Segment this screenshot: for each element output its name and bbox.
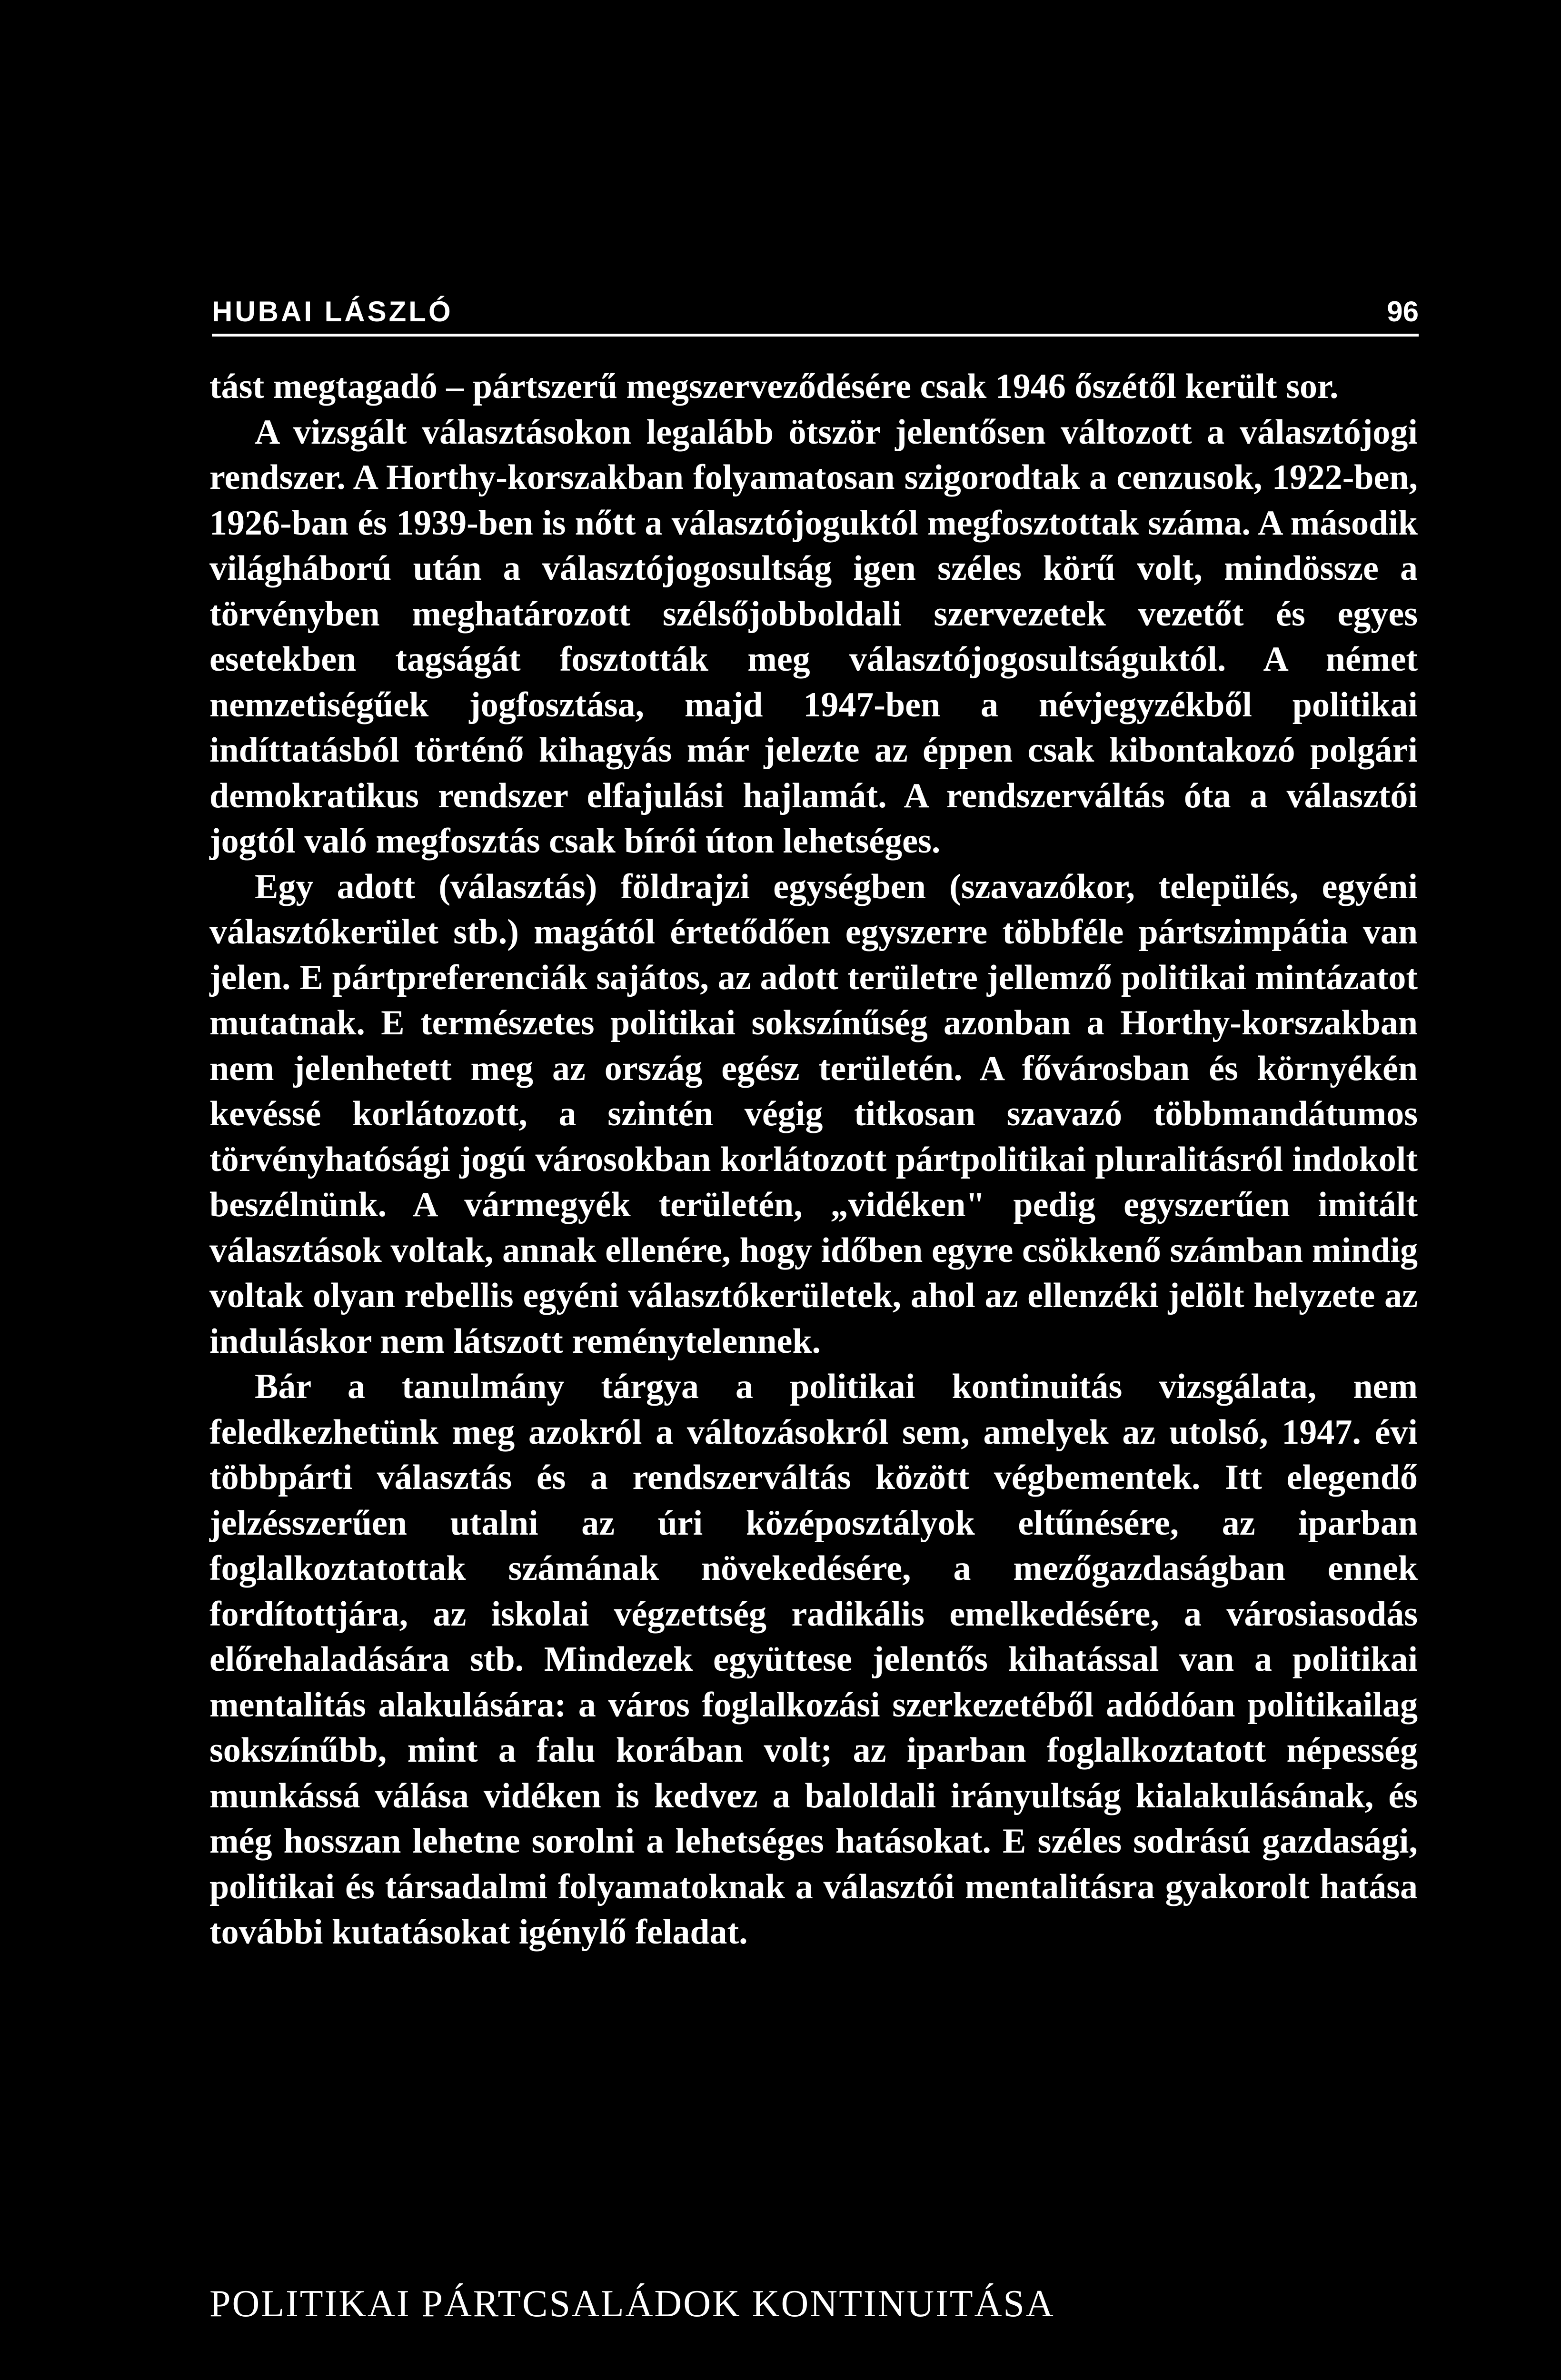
running-header — [212, 291, 1419, 337]
header-author: HUBAI LÁSZLÓ — [212, 296, 453, 327]
body-text — [209, 364, 1418, 1955]
paragraph-electoral-system: A vizsgált választásokon legalább ötször jelentősen változott a választójogi rendszer. A Horthy-korszakban folyamatosan szigorodtak a cenzusok, 1922-ben, 1926-ban és 1939-ben is nőtt a választójoguktól megfosztottak száma. A második világháború után a választójogosultság igen széles körű volt, mindössze a törvényben meghatározott szélsőjobboldali szervezetek vezetőt és egyes esetekben tagságát fosztották meg választójogosultságuktól. A német nemzetiségűek jogfosztása, majd 1947-ben a névjegyzékből politikai indíttatásból történő kihagyás már jelezte az éppen csak kibontakozó polgári demokratikus rendszer elfajulási hajlamát. A rendszerváltás óta a választói jogtól való megfosztás csak bírói úton lehetséges. — [209, 412, 1418, 861]
paragraph-changes: Bár a tanulmány tárgya a politikai kontinuitás vizsgálata, nem feledkezhetünk meg azokról a változásokról sem, amelyek az utolsó, 1947. évi többpárti választás és a rendszerváltás között végbementek. Itt elegendő jelzésszerűen utalni az úri középosztályok eltűnésére, az iparban foglalkoztatottak számának növekedésére, a mezőgazdaságban ennek fordítottjára, az iskolai végzettség radikális emelkedésére, a városiasodás előrehaladására stb. Mindezek együttese jelentős kihatással van a politikai mentalitás alakulására: a város foglalkozási szerkezetéből adódóan politikailag sokszínűbb, mint a falu korában volt; az iparban foglalkoztatott népesség munkássá válása vidéken is kedvez a baloldali irányultság kialakulásának, és még hosszan lehetne sorolni a lehetséges hatásokat. E széles sodrású gazdasági, politikai és társadalmi folyamatoknak a választói mentalitásra gyakorolt hatása további kutatásokat igénylő feladat. — [209, 1367, 1418, 1952]
paragraph-party-sympathy: Egy adott (választás) földrajzi egységben (szavazókor, település, egyéni választókerület stb.) magától értetődően egyszerre többféle pártszimpátia van jelen. E pártpreferenciák sajátos, az adott területre jellemző politikai mintázatot mutatnak. E természetes politikai sokszínűség azonban a Horthy-korszakban nem jelenhetett meg az ország egész területén. A fővárosban és környékén kevéssé korlátozott, a szintén végig titkosan szavazó többmandátumos törvényhatósági jogú városokban korlátozott pártpolitikai pluralitásról indokolt beszélnünk. A vármegyék területén, „vidéken" pedig egyszerűen imitált választások voltak, annak ellenére, hogy időben egyre csökkenő számban mindig voltak olyan rebellis egyéni választókerületek, ahol az ellenzéki jelölt helyzete az induláskor nem látszott reménytelennek. — [209, 867, 1418, 1361]
header-rule — [212, 334, 1419, 337]
section-party-families — [209, 2280, 1418, 2380]
paragraph-continuation: tást megtagadó – pártszerű megszerveződésére csak 1946 őszétől került sor. — [209, 367, 1339, 406]
page-number: 96 — [1387, 296, 1419, 327]
section-title: POLITIKAI PÁRTCSALÁDOK KONTINUITÁSA — [209, 2283, 1055, 2325]
